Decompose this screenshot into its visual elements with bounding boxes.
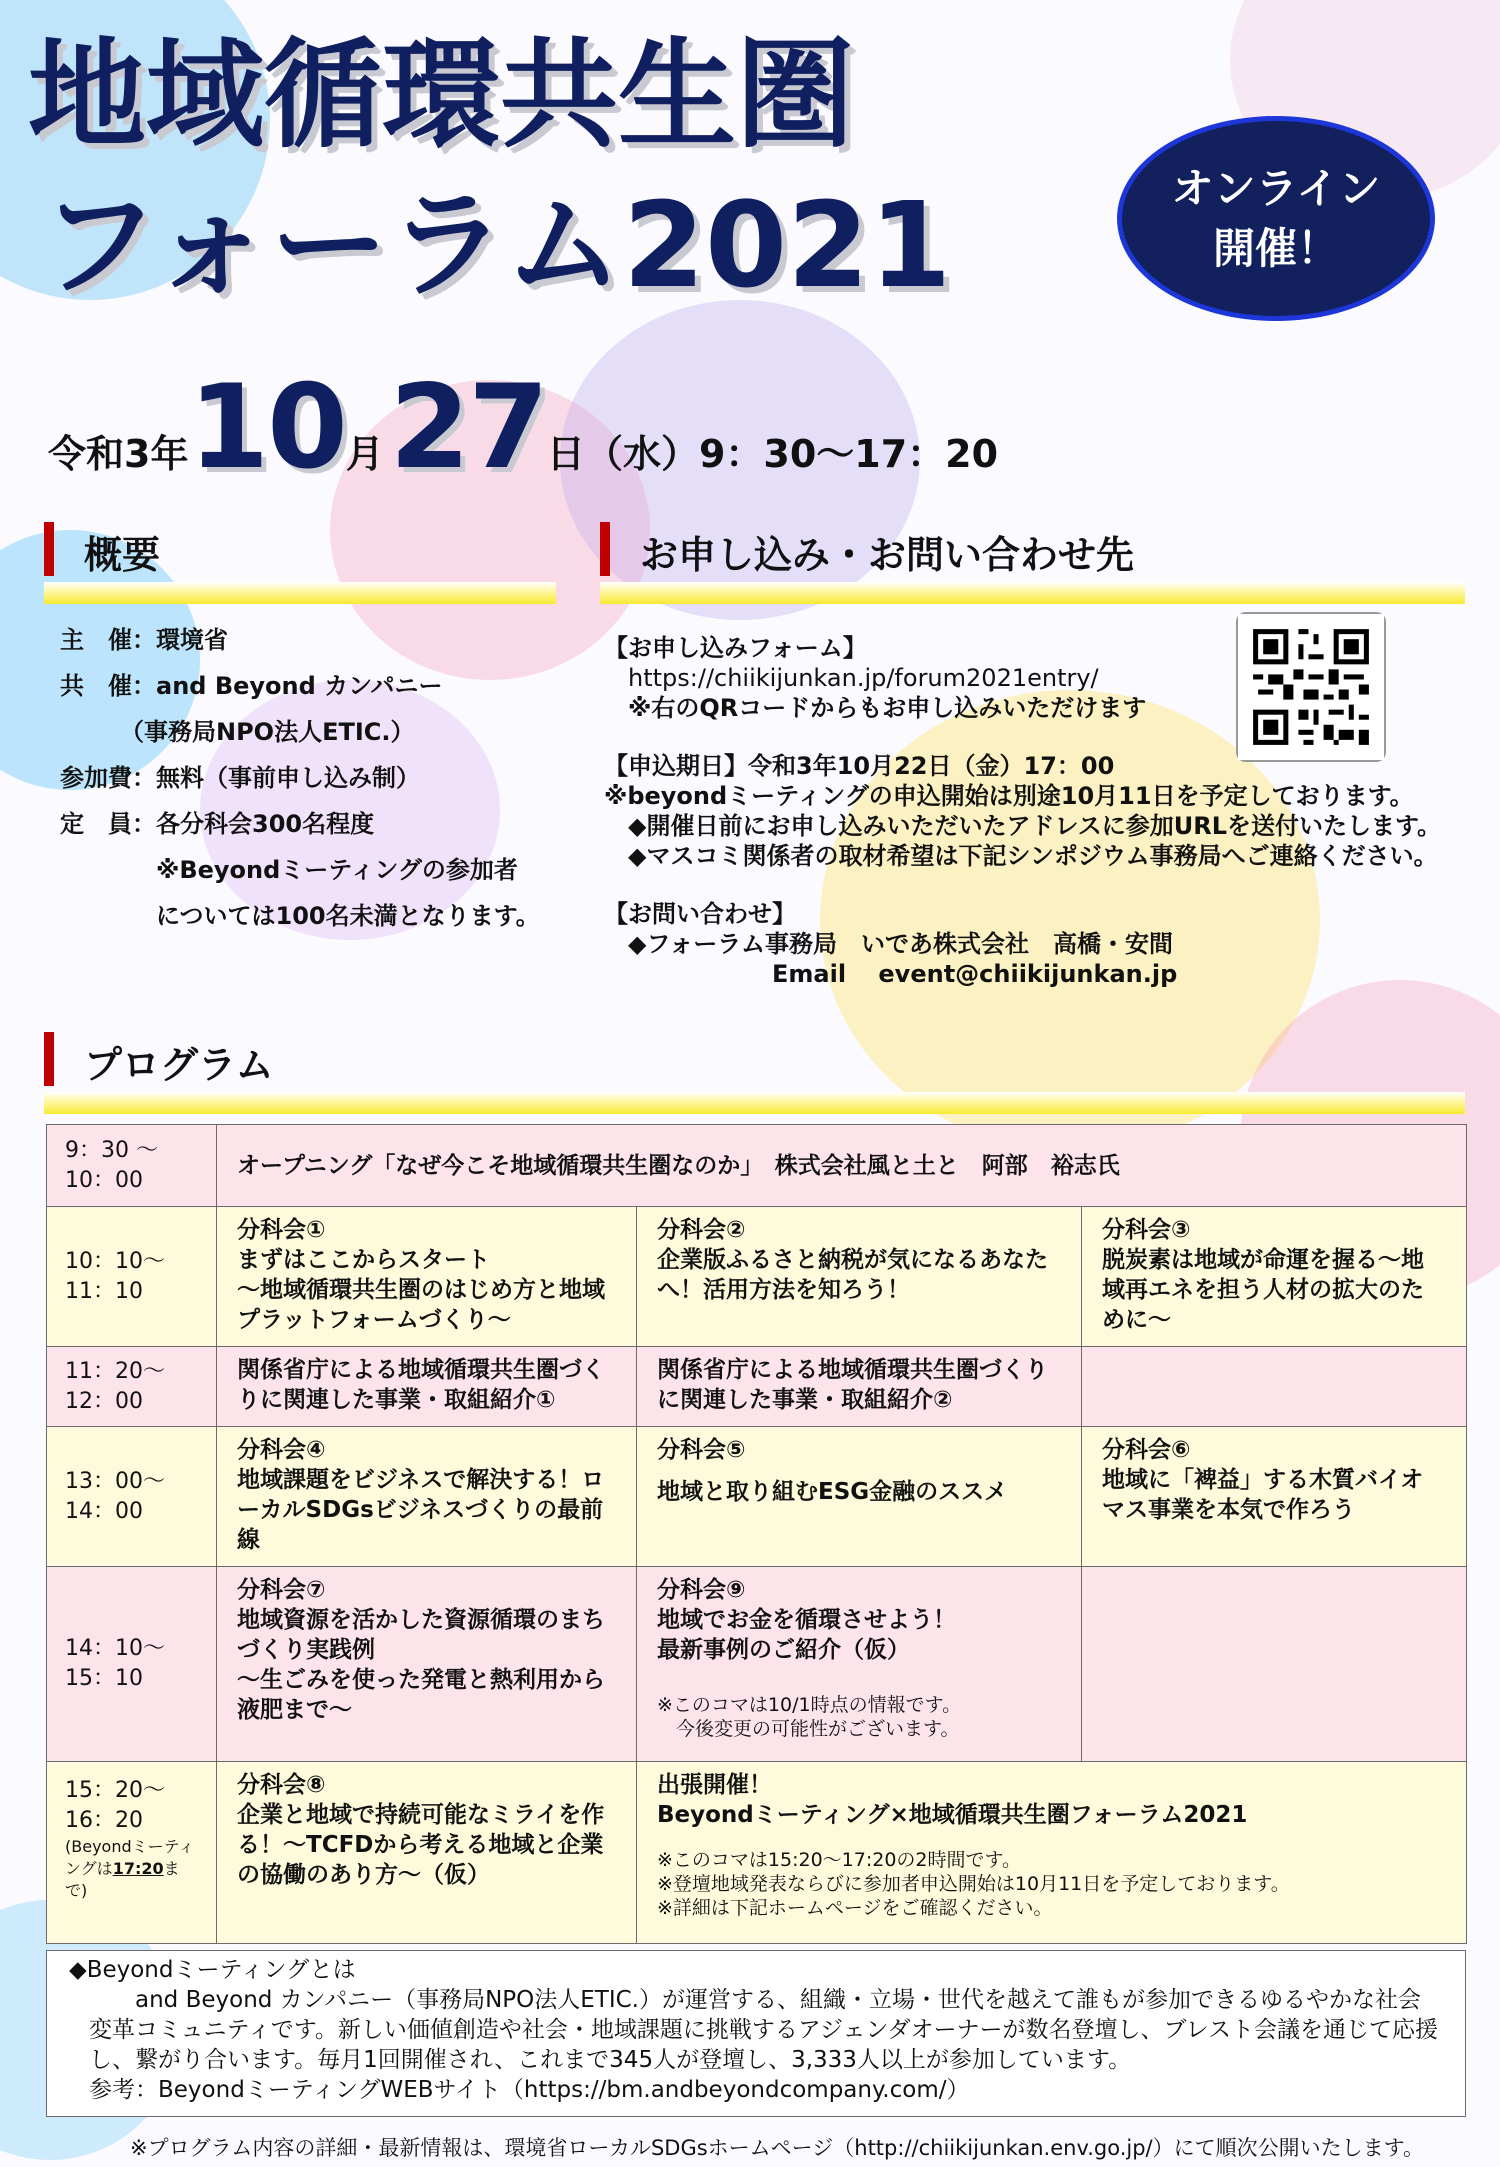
time-text: 10：10〜 11：10 — [65, 1248, 165, 1304]
session-cell — [637, 1347, 1082, 1427]
overview-heading — [44, 522, 556, 604]
ministry-session-2: 関係省庁による地域循環共生圏づくりに関連した事業・取組紹介② — [657, 1357, 1048, 1413]
time-note-c: まで) — [65, 1859, 180, 1900]
session-8: 分科会⑧ 企業と地域で持続可能なミライを作る！〜TCFDから考える地域と企業の協働のあり方〜（仮） — [237, 1772, 605, 1888]
program-heading — [44, 1032, 1465, 1114]
time-cell — [47, 1347, 217, 1427]
heading-underline — [44, 582, 556, 604]
session-3: 分科会③ 脱炭素は地域が命運を握る〜地域再エネを担う人材の拡大のために〜 — [1102, 1217, 1424, 1333]
time-note-b: 17:20 — [112, 1859, 164, 1878]
beyond-info-box — [46, 1950, 1466, 2117]
session-4: 分科会④ 地域課題をビジネスで解決する！ローカルSDGsビジネスづくりの最前線 — [237, 1437, 605, 1553]
overview-line: については100名未満となります。 — [60, 902, 540, 930]
online-badge-line2: 開催！ — [1212, 223, 1339, 273]
session-cell — [637, 1427, 1082, 1567]
empty-cell — [1082, 1567, 1467, 1762]
session-cell — [637, 1207, 1082, 1347]
overview-line: 参加費：無料（事前申し込み制） — [60, 764, 420, 792]
heading-underline — [44, 1092, 1465, 1114]
beyond-info-body: and Beyond カンパニー（事務局NPO法人ETIC.）が運営する、組織・立場・世代を越えて誰もが参加できるゆるやかな社会変革コミュニティです。新しい価値創造や社会・地域課題に挑戦するアジェンダオーナーが数名登壇し、ブレスト会議を通じて応援し、繋がり合います。毎月1回開催され、これまで345人が登壇し、3,333人以上が参加しています。 参考：BeyondミーティングWEBサイト（https://bm.andbeyondcompany.com/） — [89, 1987, 1438, 2103]
session-5: 地域と取り組むESG金融のススメ — [657, 1479, 1008, 1505]
program-table — [46, 1124, 1467, 1944]
apply-line: 【お問い合わせ】 — [604, 900, 796, 928]
beyond-session-note: ※このコマは15:20〜17:20の2時間です。 ※登壇地域発表ならびに参加者申込開始は10月11日を予定しております。 ※詳細は下記ホームページをご確認ください。 — [657, 1849, 1290, 1919]
overview-line: （事務局NPO法人ETIC.） — [60, 718, 415, 746]
online-badge — [1117, 116, 1435, 321]
time-cell — [47, 1762, 217, 1944]
date-time: （水）9：30〜17：20 — [584, 432, 999, 476]
event-date — [48, 360, 998, 495]
time-cell — [47, 1125, 217, 1207]
overview-heading-text: 概要 — [84, 533, 161, 577]
empty-cell — [1082, 1347, 1467, 1427]
program-heading-text: プログラム — [84, 1043, 274, 1087]
session-cell — [217, 1427, 637, 1567]
apply-line: ◆フォーラム事務局 いであ株式会社 高橋・安間 — [604, 930, 1174, 958]
overview-line: 定 員：各分科会300名程度 — [60, 810, 375, 838]
overview-line: 共 催：and Beyond カンパニー — [60, 672, 443, 700]
beyond-info-title: ◆Beyondミーティングとは — [69, 1957, 356, 1983]
apply-line: ◆マスコミ関係者の取材希望は下記シンポジウム事務局へご連絡ください。 — [604, 842, 1438, 870]
session-2: 分科会② 企業版ふるさと納税が気になるあなたへ！活用方法を知ろう！ — [657, 1217, 1048, 1303]
time-text: 9：30 〜 10：00 — [65, 1137, 158, 1193]
table-row — [47, 1567, 1467, 1762]
session-6: 分科会⑥ 地域に「裨益」する木質バイオマス事業を本気で作ろう — [1102, 1437, 1424, 1523]
apply-heading — [600, 522, 1465, 604]
session-cell — [217, 1207, 637, 1347]
beyond-info — [47, 1951, 1465, 2109]
date-era: 令和3年 — [48, 432, 189, 476]
overview-line: ※Beyondミーティングの参加者 — [60, 856, 518, 884]
time-cell — [47, 1427, 217, 1567]
apply-line: 【お申し込みフォーム】 — [604, 634, 867, 662]
date-month: 10 — [188, 360, 346, 495]
heading-underline — [600, 582, 1465, 604]
date-day: 27 — [389, 360, 547, 495]
time-text: 13：00〜 14：00 — [65, 1468, 165, 1524]
ministry-session-1: 関係省庁による地域循環共生圏づくりに関連した事業・取組紹介① — [237, 1357, 605, 1413]
apply-email[interactable]: Email event@chiikijunkan.jp — [604, 960, 1178, 988]
beyond-session: 出張開催！ Beyondミーティング×地域循環共生圏フォーラム2021 — [657, 1772, 1248, 1828]
time-note — [65, 1836, 196, 1902]
apply-line: ◆開催日前にお申し込みいただいたアドレスに参加URLを送付いたします。 — [604, 812, 1442, 840]
time-text: 14：10〜 15：10 — [65, 1636, 165, 1691]
qr-code[interactable] — [1236, 612, 1386, 762]
table-row — [47, 1207, 1467, 1347]
time-cell — [47, 1567, 217, 1762]
table-row — [47, 1762, 1467, 1944]
apply-heading-text: お申し込み・お問い合わせ先 — [640, 533, 1135, 577]
opening-text: オープニング「なぜ今こそ地域循環共生圏なのか」 株式会社風と土と 阿部 裕志氏 — [237, 1152, 1120, 1179]
date-day-unit: 日 — [546, 432, 585, 476]
overview-line: 主 催：環境省 — [60, 626, 228, 654]
opening-cell — [217, 1125, 1467, 1207]
session-cell — [1082, 1207, 1467, 1347]
session-9: 分科会⑨ 地域でお金を循環させよう！ 最新事例のご紹介（仮） — [657, 1577, 956, 1663]
table-row — [47, 1427, 1467, 1567]
apply-line: ※beyondミーティングの申込開始は別途10月11日を予定しております。 — [604, 782, 1414, 810]
apply-line: ※右のQRコードからもお申し込みいただけます — [604, 694, 1147, 722]
session-1: 分科会① まずはここからスタート 〜地域循環共生圏のはじめ方と地域プラットフォームづくり〜 — [237, 1217, 605, 1333]
session-5-head: 分科会⑤ — [657, 1437, 746, 1463]
online-badge-line1: オンライン — [1171, 163, 1381, 213]
session-cell — [217, 1347, 637, 1427]
table-row — [47, 1125, 1467, 1207]
session-cell — [217, 1762, 637, 1944]
apply-line: 【申込期日】令和3年10月22日（金）17：00 — [604, 752, 1115, 780]
time-text: 11：20〜 12：00 — [65, 1358, 165, 1414]
session-cell — [217, 1567, 637, 1762]
heading-marker — [44, 522, 54, 576]
page-title-line1: 地域循環共生圏 — [28, 26, 855, 164]
date-month-unit: 月 — [345, 432, 384, 476]
footer-note: ※プログラム内容の詳細・最新情報は、環境省ローカルSDGsホームページ（http://chiikijunkan.env.go.jp/）にて順次公開いたします。 — [130, 2136, 1424, 2160]
session-9-note: ※このコマは10/1時点の情報です。 今後変更の可能性がございます。 — [657, 1694, 962, 1740]
heading-marker — [600, 522, 610, 576]
time-cell — [47, 1207, 217, 1347]
session-7: 分科会⑦ 地域資源を活かした資源循環のまちづくり実践例 〜生ごみを使った発電と熱利用から液肥まで〜 — [237, 1577, 605, 1723]
session-cell — [1082, 1427, 1467, 1567]
heading-marker — [44, 1032, 54, 1086]
table-row — [47, 1347, 1467, 1427]
apply-form-url[interactable]: https://chiikijunkan.jp/forum2021entry/ — [604, 664, 1099, 692]
session-cell — [637, 1762, 1467, 1944]
session-cell — [637, 1567, 1082, 1762]
time-text: 15：20〜 16：20 — [65, 1778, 165, 1833]
qr-code-image — [1238, 614, 1384, 760]
time-note-a: (Beyondミーティングは — [65, 1837, 195, 1878]
page-title-line2: フォーラム2021 — [40, 176, 952, 314]
